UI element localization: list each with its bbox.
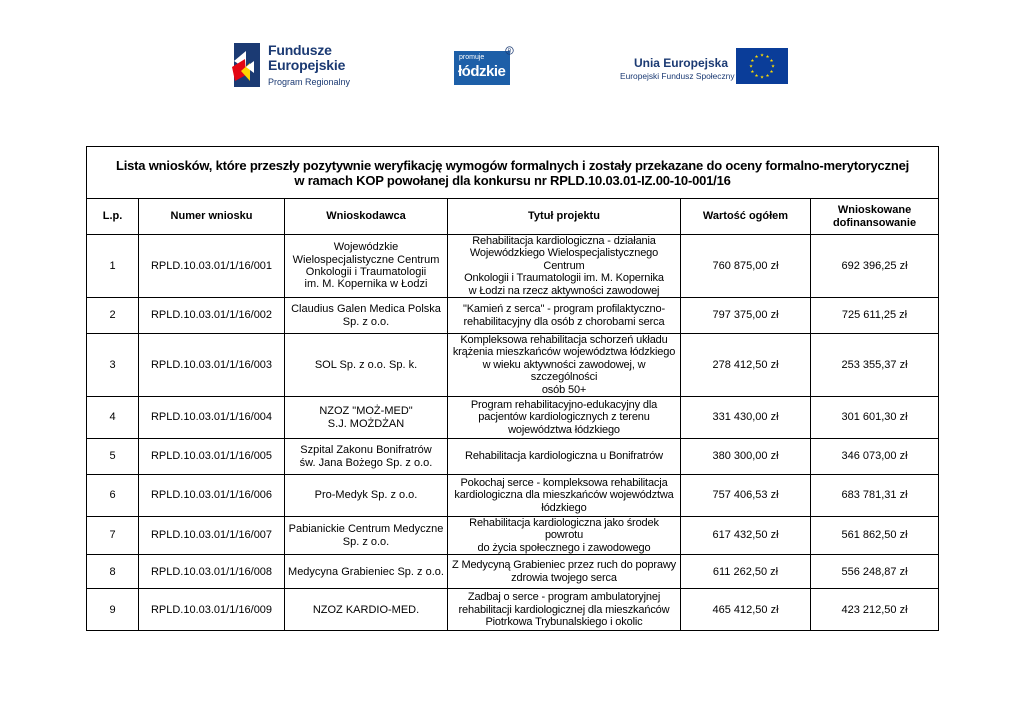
cell-tytul-line: Piotrkowa Trybunalskiego i okolic <box>485 615 643 628</box>
cell-lp: 9 <box>87 589 139 631</box>
eu-star-icon: ★ <box>769 58 774 64</box>
lodz-big-text: łódzkie <box>458 63 506 80</box>
cell-dofinansowanie: 725 611,25 zł <box>811 298 939 334</box>
svg-text:R: R <box>507 48 512 55</box>
cell-tytul-line: Rehabilitacja kardiologiczna u Bonifratrów <box>465 450 663 463</box>
cell-dofinansowanie: 346 073,00 zł <box>811 439 939 475</box>
cell-tytul-line: "Kamień z serca" - program profilaktyczno- <box>462 303 666 316</box>
ue-line2: Europejski Fundusz Społeczny <box>620 71 735 81</box>
cell-wnioskodawca <box>285 235 448 298</box>
cell-tytul-line: Rehabilitacja kardiologiczna - działania <box>472 235 656 247</box>
title-line-2: w ramach KOP powołanej dla konkursu nr RPLD.10.03.01-IZ.00-10-001/16 <box>294 172 731 188</box>
cell-lp: 5 <box>87 439 139 475</box>
cell-tytul <box>448 589 681 631</box>
cell-wartosc: 797 375,00 zł <box>681 298 811 334</box>
applications-table <box>86 146 939 631</box>
fundusze-europejskie-emblem-icon <box>232 41 262 89</box>
cell-wnioskodawca-line: Wojewódzkie <box>333 241 399 254</box>
cell-lp: 4 <box>87 397 139 439</box>
cell-tytul-line: województwa łódzkiego <box>508 423 620 436</box>
cell-numer: RPLD.10.03.01/1/16/009 <box>139 589 285 631</box>
col-header-numer: Numer wniosku <box>139 199 285 235</box>
cell-dofinansowanie: 683 781,31 zł <box>811 475 939 517</box>
cell-wnioskodawca-line: SOL Sp. z o.o. Sp. k. <box>314 358 418 371</box>
cell-wnioskodawca-line: NZOZ KARDIO-MED. <box>312 603 420 616</box>
cell-numer: RPLD.10.03.01/1/16/007 <box>139 517 285 555</box>
eu-star-icon: ★ <box>765 54 770 60</box>
cell-dofinansowanie: 556 248,87 zł <box>811 555 939 589</box>
cell-tytul-line: rehabilitacyjny dla osób z chorobami serca <box>463 315 665 328</box>
cell-wartosc: 380 300,00 zł <box>681 439 811 475</box>
cell-tytul-line: Zadbaj o serce - program ambulatoryjnej <box>467 591 661 604</box>
cell-wnioskodawca-line: Pabianickie Centrum Medyczne <box>288 523 444 536</box>
col-header-tytul: Tytuł projektu <box>448 199 681 235</box>
table-row <box>87 397 939 439</box>
lodz-small-text: promuje <box>459 54 485 61</box>
cell-wnioskodawca-line: Pro-Medyk Sp. z o.o. <box>314 489 418 502</box>
cell-tytul <box>448 475 681 517</box>
table-row <box>87 235 939 298</box>
ue-line1: Unia Europejska <box>633 56 728 70</box>
cell-wnioskodawca <box>285 589 448 631</box>
cell-tytul-line: osób 50+ <box>541 383 587 396</box>
cell-tytul-line: kardiologiczna dla mieszkańców województwa <box>454 489 674 502</box>
fundusze-europejskie-wordmark <box>268 43 350 87</box>
title-line-1: Lista wniosków, które przeszły pozytywnie weryfikację wymogów formalnych i zostały przekazane do oceny formalno-merytorycznej <box>116 157 910 173</box>
cell-wartosc: 331 430,00 zł <box>681 397 811 439</box>
col-header-wnioskodawca: Wnioskodawca <box>285 199 448 235</box>
cell-lp: 6 <box>87 475 139 517</box>
cell-lp: 8 <box>87 555 139 589</box>
cell-wnioskodawca <box>285 555 448 589</box>
cell-lp: 2 <box>87 298 139 334</box>
cell-tytul <box>448 334 681 397</box>
cell-tytul-line: Z Medycyną Grabieniec przez ruch do poprawy <box>451 559 677 572</box>
cell-tytul-line: Onkologii i Traumatologii im. M. Kopernika <box>464 272 664 285</box>
table-row <box>87 517 939 555</box>
cell-numer: RPLD.10.03.01/1/16/004 <box>139 397 285 439</box>
cell-lp: 1 <box>87 235 139 298</box>
cell-dofinansowanie: 423 212,50 zł <box>811 589 939 631</box>
cell-numer: RPLD.10.03.01/1/16/006 <box>139 475 285 517</box>
cell-tytul <box>448 298 681 334</box>
cell-dofinansowanie: 692 396,25 zł <box>811 235 939 298</box>
eu-star-icon: ★ <box>765 73 770 79</box>
cell-wnioskodawca-line: S.J. MOŻDŻAN <box>327 417 405 430</box>
table-row <box>87 439 939 475</box>
table-row <box>87 555 939 589</box>
col-header-dofinansowanie: Wnioskowane dofinansowanie <box>811 199 939 235</box>
cell-tytul-line: Kompleksowa rehabilitacja schorzeń układu <box>460 334 668 347</box>
cell-wnioskodawca-line: NZOZ "MOŻ-MED" <box>319 405 413 418</box>
cell-wnioskodawca <box>285 397 448 439</box>
eu-flag-icon <box>736 48 788 84</box>
cell-wartosc: 617 432,50 zł <box>681 517 811 555</box>
col-header-wartosc: Wartość ogółem <box>681 199 811 235</box>
cell-tytul-line: Rehabilitacja kardiologiczna jako środek powrotu <box>469 517 659 542</box>
fe-line2: Europejskie <box>268 57 346 73</box>
cell-wartosc: 278 412,50 zł <box>681 334 811 397</box>
cell-tytul <box>448 235 681 298</box>
cell-tytul-line: Wojewódzkiego Wielospecjalistycznego Centrum <box>469 247 659 272</box>
cell-numer: RPLD.10.03.01/1/16/005 <box>139 439 285 475</box>
cell-wnioskodawca-line: im. M. Kopernika w Łodzi <box>304 278 428 291</box>
table-row <box>87 475 939 517</box>
eu-star-icon: ★ <box>754 73 759 79</box>
fe-line3: Program Regionalny <box>268 77 351 87</box>
cell-wartosc: 611 262,50 zł <box>681 555 811 589</box>
cell-tytul-line: zdrowia twojego serca <box>511 571 617 584</box>
eu-star-icon: ★ <box>750 58 755 64</box>
cell-wnioskodawca-line: Medycyna Grabieniec Sp. z o.o. <box>288 565 444 578</box>
cell-wartosc: 465 412,50 zł <box>681 589 811 631</box>
cell-dofinansowanie: 253 355,37 zł <box>811 334 939 397</box>
cell-numer: RPLD.10.03.01/1/16/008 <box>139 555 285 589</box>
cell-numer: RPLD.10.03.01/1/16/003 <box>139 334 285 397</box>
cell-tytul-line: Program rehabilitacyjno-edukacyjny dla <box>470 398 658 411</box>
table-body <box>87 235 939 631</box>
table-row <box>87 589 939 631</box>
cell-numer: RPLD.10.03.01/1/16/001 <box>139 235 285 298</box>
eu-star-icon: ★ <box>770 63 776 69</box>
registered-mark-icon <box>505 46 514 55</box>
cell-tytul-line: w Łodzi na rzecz aktywności zawodowej <box>468 284 660 297</box>
fundusze-europejskie-logo <box>232 41 362 91</box>
cell-wnioskodawca-line: Szpital Zakonu Bonifratrów <box>300 444 432 457</box>
cell-tytul-line: do życia społecznego i zawodowego <box>477 541 651 554</box>
fe-line1: Fundusze <box>268 42 332 58</box>
unia-europejska-wordmark <box>620 56 735 82</box>
cell-tytul-line: rehabilitacji kardiologicznej dla mieszkańców <box>458 603 670 616</box>
eu-star-icon: ★ <box>759 52 765 58</box>
document-title <box>87 147 939 199</box>
cell-wnioskodawca <box>285 334 448 397</box>
cell-tytul <box>448 439 681 475</box>
cell-wnioskodawca-line: św. Jana Bożego Sp. z o.o. <box>299 456 433 469</box>
eu-star-icon: ★ <box>754 54 759 60</box>
cell-wnioskodawca <box>285 439 448 475</box>
cell-tytul-line: łódzkiego <box>541 501 587 514</box>
cell-tytul-line: pacjentów kardiologicznych z terenu <box>478 411 650 424</box>
cell-tytul-line: Pokochaj serce - kompleksowa rehabilitacja <box>460 476 668 489</box>
cell-wnioskodawca <box>285 517 448 555</box>
cell-wnioskodawca-line: Wielospecjalistyczne Centrum <box>292 253 440 266</box>
cell-tytul-line: w wieku aktywności zawodowej, w szczególności <box>482 358 646 384</box>
cell-wartosc: 760 875,00 zł <box>681 235 811 298</box>
cell-tytul <box>448 517 681 555</box>
cell-numer: RPLD.10.03.01/1/16/002 <box>139 298 285 334</box>
cell-tytul-line: krążenia mieszkańców województwa łódzkiego <box>452 346 676 359</box>
cell-tytul <box>448 555 681 589</box>
col-header-lp: L.p. <box>87 199 139 235</box>
cell-dofinansowanie: 301 601,30 zł <box>811 397 939 439</box>
cell-wnioskodawca-line: Onkologii i Traumatologii <box>305 266 427 279</box>
cell-tytul <box>448 397 681 439</box>
promuje-lodzkie-logo <box>454 51 510 85</box>
cell-wnioskodawca-line: Sp. z o.o. <box>342 535 390 548</box>
eu-star-icon: ★ <box>759 74 765 80</box>
table-header-row <box>87 199 939 235</box>
cell-wnioskodawca-line: Claudius Galen Medica Polska <box>291 303 441 316</box>
table-row <box>87 298 939 334</box>
eu-star-icon: ★ <box>748 63 754 69</box>
cell-dofinansowanie: 561 862,50 zł <box>811 517 939 555</box>
cell-lp: 7 <box>87 517 139 555</box>
cell-wartosc: 757 406,53 zł <box>681 475 811 517</box>
cell-wnioskodawca <box>285 298 448 334</box>
cell-wnioskodawca <box>285 475 448 517</box>
eu-star-icon: ★ <box>769 69 774 75</box>
cell-wnioskodawca-line: Sp. z o.o. <box>342 315 390 328</box>
table-row <box>87 334 939 397</box>
eu-star-icon: ★ <box>750 69 755 75</box>
cell-lp: 3 <box>87 334 139 397</box>
